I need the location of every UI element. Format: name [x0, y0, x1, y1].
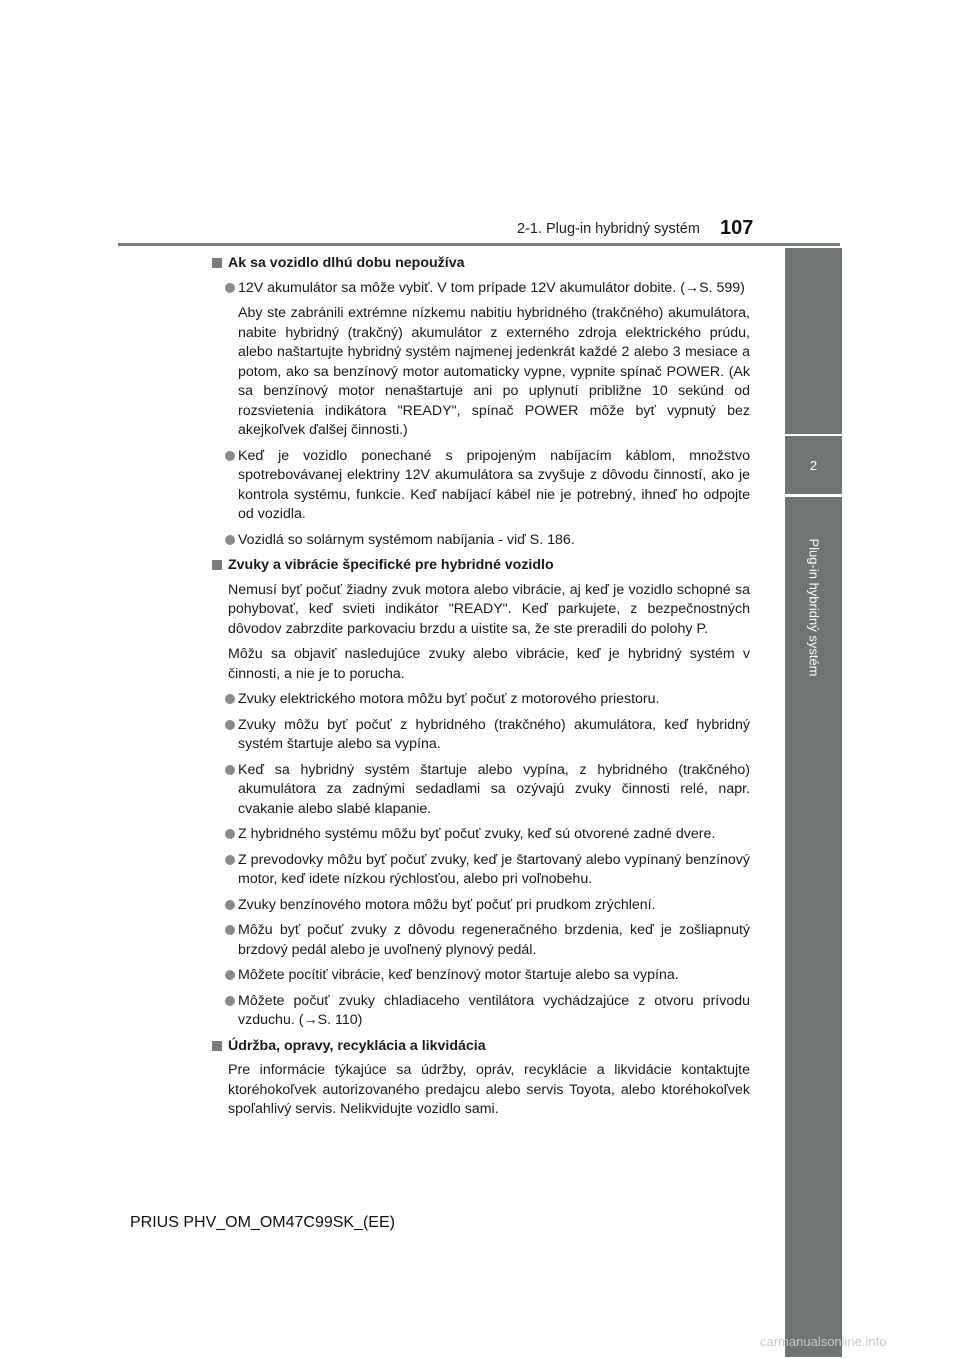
- round-bullet-icon: [225, 925, 235, 935]
- page-content: [212, 254, 750, 1126]
- list-item: 12V akumulátor sa môže vybiť. V tom prípade 12V akumulátor dobite. (→S. 599): [212, 279, 750, 299]
- list-item: Vozidlá so solárnym systémom nabíjania - viď S. 186.: [212, 531, 750, 551]
- chapter-title: Plug-in hybridný systém: [806, 538, 821, 676]
- list-item: Keď sa hybridný systém štartuje alebo vypína, z hybridného (trakčného) akumulátora za zadnými sedadlami sa ozývajú zvuky činnosti relé, napr. cvakanie alebo slabé klapanie.: [212, 761, 750, 820]
- round-bullet-icon: [225, 855, 235, 865]
- list-item: Zvuky benzínového motora môžu byť počuť pri prudkom zrýchlení.: [212, 896, 750, 916]
- round-bullet-icon: [225, 996, 235, 1006]
- list-item: Môžete pocítiť vibrácie, keď benzínový motor štartuje alebo sa vypína.: [212, 966, 750, 986]
- document-code: PRIUS PHV_OM_OM47C99SK_(EE): [130, 1214, 395, 1231]
- list-item: Keď je vozidlo ponechané s pripojeným nabíjacím káblom, množstvo spotrebovávanej elektriny 12V akumulátora sa zvyšuje z dôvodu činností, ako je kontrola systému, funkcie. Keď nabíjací kábel nie je potrebný, ihneď ho odpojte od vozidla.: [212, 447, 750, 525]
- chapter-number-tab: [785, 436, 842, 494]
- round-bullet-icon: [225, 900, 235, 910]
- list-item: Zvuky môžu byť počuť z hybridného (trakčného) akumulátora, keď hybridný systém štartuje alebo sa vypína.: [212, 716, 750, 755]
- round-bullet-icon: [225, 765, 235, 775]
- round-bullet-icon: [225, 829, 235, 839]
- paragraph: Môžu sa objaviť nasledujúce zvuky alebo vibrácie, keď je hybridný systém v činnosti, a nie je to porucha.: [228, 646, 750, 682]
- sub-paragraph: Aby ste zabránili extrémne nízkemu nabitiu hybridného (trakčného) akumulátora, nabite hybridný (trakčný) akumulátor z externého zdroja elektrického prúdu, alebo naštartujte hybridný systém najmenej jedenkrát každé 2 alebo 3 mesiace a potom, ako sa benzínový motor automaticky vypne, vypnite spínač POWER. (Ak sa benzínový motor nenaštartuje ani po uplynutí približne 10 sekúnd od rozsvietenia indikátora "READY", spínač POWER môže byť vypnutý bez akejkoľvek ďalšej činnosti.): [238, 305, 750, 438]
- square-bullet-icon: [212, 560, 222, 570]
- square-bullet-icon: [212, 1041, 222, 1051]
- paragraph: Nemusí byť počuť žiadny zvuk motora alebo vibrácie, aj keď je vozidlo schopné sa pohybovať, keď svieti indikátor "READY". Keď parkujete, z bezpečnostných dôvodov zabrzdite parkovaciu brzdu a uistite sa, že ste preradili do polohy P.: [228, 581, 750, 637]
- section-heading: Zvuky a vibrácie špecifické pre hybridné vozidlo: [212, 556, 750, 576]
- square-bullet-icon: [212, 258, 222, 268]
- section-heading: Ak sa vozidlo dlhú dobu nepoužíva: [212, 254, 750, 274]
- list-item: Môžu byť počuť zvuky z dôvodu regeneračného brzdenia, keď je zošliapnutý brzdový pedál alebo je uvoľnený plynový pedál.: [212, 921, 750, 960]
- round-bullet-icon: [225, 451, 235, 461]
- list-item: Môžete počuť zvuky chladiaceho ventilátora vychádzajúce z otvoru prívodu vzduchu. (→S. 110): [212, 992, 750, 1031]
- round-bullet-icon: [225, 535, 235, 545]
- list-item: Zvuky elektrického motora môžu byť počuť z motorového priestoru.: [212, 690, 750, 710]
- round-bullet-icon: [225, 720, 235, 730]
- page-number: 107: [720, 217, 754, 239]
- header-divider: [118, 243, 840, 246]
- chapter-number: 2: [809, 457, 818, 473]
- section-title: 2-1. Plug-in hybridný systém: [517, 221, 700, 237]
- paragraph: Pre informácie týkajúce sa údržby, opráv, recyklácie a likvidácie kontaktujte ktoréhokoľvek autorizovaného predajcu alebo servis Toyota, alebo ktoréhokoľvek spoľahlivý servis. Nelikvidujte vozidlo sami.: [228, 1062, 750, 1117]
- section-heading: Údržba, opravy, recyklácia a likvidácia: [212, 1037, 750, 1057]
- round-bullet-icon: [225, 283, 235, 293]
- watermark: carmanualsonline.info: [760, 1334, 887, 1349]
- list-item: Z hybridného systému môžu byť počuť zvuky, keď sú otvorené zadné dvere.: [212, 825, 750, 845]
- round-bullet-icon: [225, 970, 235, 980]
- round-bullet-icon: [225, 694, 235, 704]
- list-item: Z prevodovky môžu byť počuť zvuky, keď je štartovaný alebo vypínaný benzínový motor, keď idete nízkou rýchlosťou, alebo pri voľnobehu.: [212, 851, 750, 890]
- side-tab-top: [785, 248, 842, 434]
- chapter-title-tab: [785, 497, 842, 717]
